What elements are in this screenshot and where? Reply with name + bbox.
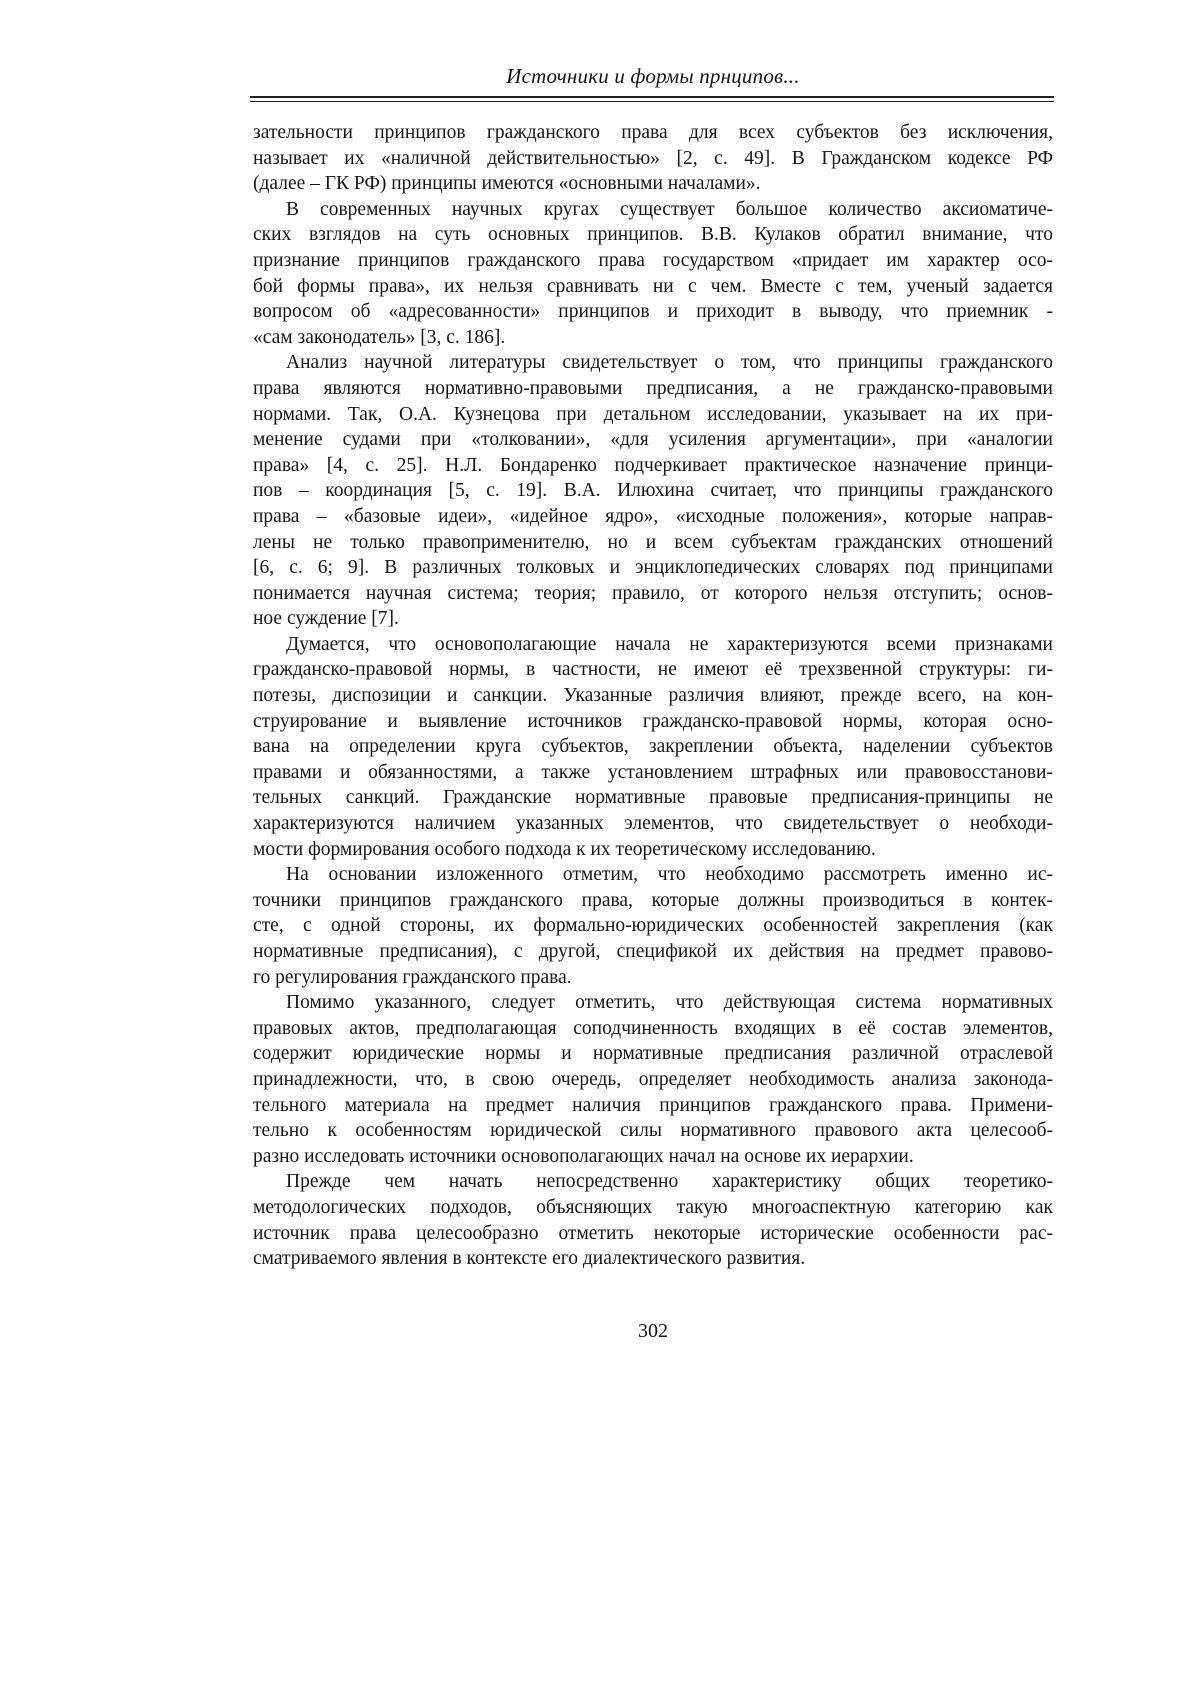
text-line: тельных санкций. Гражданские нормативные правовые предписания-принципы не [253, 787, 1053, 809]
text-line: зательности принципов гражданского права для всех субъектов без исключения, [253, 122, 1053, 143]
body-text [253, 120, 1053, 1272]
text-line: правовых актов, предполагающая соподчиненность входящих в её состав элементов, [253, 1017, 1053, 1039]
text-line: (далее – ГК РФ) принципы имеются «основными началами». [253, 173, 761, 195]
text-line: нормами. Так, О.А. Кузнецова при детальном исследовании, указывает на их при- [253, 403, 1053, 425]
text-line: понимается научная система; теория; правило, от которого нельзя отступить; основ- [253, 582, 1053, 604]
text-line: тельного материала на предмет наличия принципов гражданского права. Примени- [253, 1094, 1053, 1116]
text-line: менение судами при «толковании», «для усиления аргументации», при «аналогии [253, 429, 1053, 451]
paragraph [253, 632, 1053, 862]
text-line: потезы, диспозиции и санкции. Указанные различия влияют, прежде всего, на кон- [253, 685, 1053, 707]
header-rule-divider [250, 96, 1054, 102]
paragraph [253, 197, 1053, 351]
text-line: характеризуются наличием указанных элементов, что свидетельствует о необходи- [253, 813, 1053, 835]
text-line: методологических подходов, объясняющих такую многоаспектную категорию как [253, 1196, 1053, 1218]
text-line: права – «базовые идеи», «идейное ядро», «исходные положения», которые направ- [253, 505, 1053, 527]
page-number: 302 [638, 1320, 668, 1342]
text-line: Анализ научной литературы свидетельствует о том, что принципы гражданского [286, 352, 1053, 374]
running-header-title: Источники и формы прнципов... [506, 64, 800, 88]
text-line: На основании изложенного отметим, что необходимо рассмотреть именно ис- [286, 864, 1053, 886]
text-line: ских взглядов на суть основных принципов. В.В. Кулаков обратил внимание, что [253, 224, 1053, 246]
text-line: го регулирования гражданского права. [253, 966, 572, 988]
text-line: нормативные предписания), с другой, спецификой их действия на предмет правово- [253, 941, 1053, 962]
text-line: мости формирования особого подхода к их теоретическому исследованию. [253, 838, 876, 860]
text-line: вопросом об «адресованности» принципов и приходит в выводу, что приемник - [253, 301, 1053, 323]
text-line: называет их «наличной действительностью» [2, с. 49]. В Гражданском кодексе РФ [253, 147, 1053, 169]
text-line: В современных научных кругах существует большое количество аксиоматиче- [286, 198, 1053, 220]
text-line: пов – координация [5, с. 19]. В.А. Илюхина считает, что принципы гражданского [253, 480, 1053, 502]
text-line: разно исследовать источники основополагающих начал на основе их иерархии. [253, 1145, 914, 1167]
text-line: права являются нормативно-правовыми предписания, а не гражданско-правовыми [253, 377, 1053, 399]
text-line: источник права целесообразно отметить некоторые исторические особенности рас- [253, 1222, 1053, 1244]
text-line: признание принципов гражданского права государством «придает им характер осо- [253, 249, 1053, 271]
text-line: ное суждение [7]. [253, 608, 399, 630]
text-line: точники принципов гражданского права, которые должны производиться в контек- [253, 889, 1053, 911]
text-line: принадлежности, что, в свою очередь, определяет необходимость анализа законода- [253, 1068, 1053, 1090]
paragraph [253, 1169, 1053, 1271]
paragraph [253, 990, 1053, 1169]
text-line: Думается, что основополагающие начала не характеризуются всеми признаками [286, 633, 1053, 655]
text-line: правами и обязанностями, а также установлением штрафных или правовосстанови- [253, 761, 1053, 783]
text-line: Прежде чем начать непосредственно характеристику общих теоретико- [286, 1171, 1053, 1193]
text-line: сте, с одной стороны, их формально-юридических особенностей закрепления (как [253, 915, 1053, 937]
paragraph [253, 862, 1053, 990]
text-line: права» [4, с. 25]. Н.Л. Бондаренко подчеркивает практическое назначение принци- [253, 454, 1053, 476]
text-line: «сам законодатель» [3, с. 186]. [253, 326, 506, 348]
text-line: Помимо указанного, следует отметить, что действующая система нормативных [286, 992, 1053, 1014]
text-line: [6, с. 6; 9]. В различных толковых и энциклопедических словарях под принципами [253, 557, 1053, 579]
text-line: струирование и выявление источников гражданско-правовой нормы, которая осно- [253, 710, 1053, 732]
text-line: бой формы права», их нельзя сравнивать ни с чем. Вместе с тем, ученый задается [253, 275, 1053, 297]
text-line: лены не только правоприменителю, но и всем субъектам гражданских отношений [253, 531, 1053, 553]
paragraph [253, 350, 1053, 632]
text-line: содержит юридические нормы и нормативные предписания различной отраслевой [253, 1043, 1053, 1065]
text-line: гражданско-правовой нормы, в частности, не имеют её трехзвенной структуры: ги- [253, 659, 1053, 681]
text-line: вана на определении круга субъектов, закреплении объекта, наделении субъектов [253, 736, 1053, 758]
text-line: тельно к особенностям юридической силы нормативного правового акта целесооб- [253, 1120, 1053, 1142]
text-line: сматриваемого явления в контексте его диалектического развития. [253, 1248, 806, 1270]
paragraph [253, 120, 1053, 197]
